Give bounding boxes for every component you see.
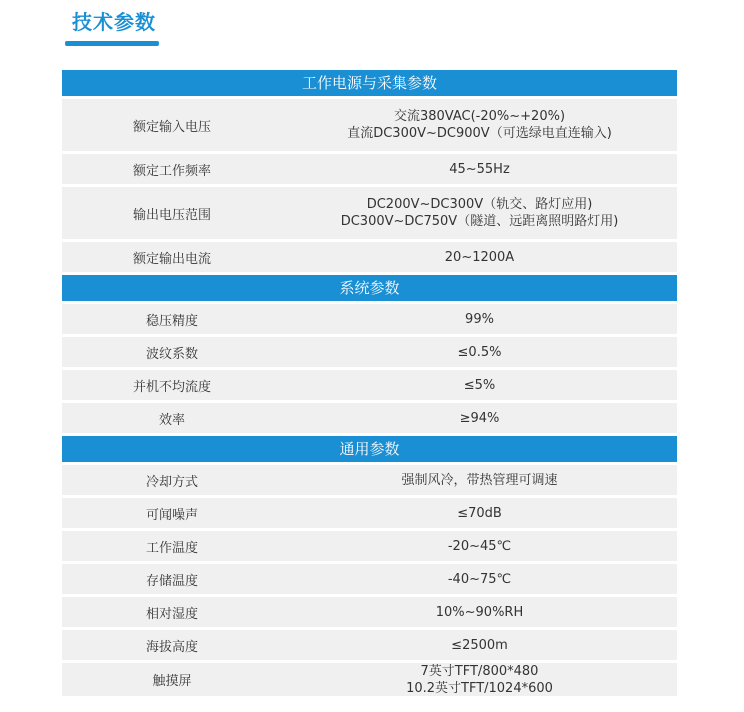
row-value bbox=[282, 663, 677, 696]
row-label: 工作温度 bbox=[145, 540, 198, 556]
row-label: 可闻噪声 bbox=[145, 507, 198, 523]
row-label: 额定输入电压 bbox=[132, 119, 211, 135]
row-value bbox=[282, 370, 677, 400]
value-line: 直流DC300V~DC900V（可选绿电直连输入) bbox=[347, 126, 612, 141]
row-label: 冷却方式 bbox=[145, 474, 198, 490]
row-label: 波纹系数 bbox=[145, 346, 198, 362]
row-label: 海拔高度 bbox=[145, 639, 198, 655]
value-line: 45~55Hz bbox=[449, 161, 510, 177]
row-label: 相对湿度 bbox=[145, 606, 198, 622]
row-value bbox=[282, 403, 677, 433]
row-value bbox=[282, 242, 677, 272]
table-row bbox=[62, 304, 677, 334]
value-line: ≤70dB bbox=[457, 505, 502, 521]
table-row bbox=[62, 531, 677, 561]
row-label: 效率 bbox=[158, 412, 185, 428]
row-label: 存储温度 bbox=[145, 573, 198, 589]
value-line: ≤5% bbox=[463, 377, 496, 393]
value-line: DC300V~DC750V（隧道、远距离照明路灯用) bbox=[340, 214, 619, 229]
table-row bbox=[62, 370, 677, 400]
row-value bbox=[282, 498, 677, 528]
table-row bbox=[62, 403, 677, 433]
title-underline bbox=[65, 41, 159, 46]
value-line: DC200V~DC300V（轨交、路灯应用) bbox=[366, 197, 593, 212]
spec-table bbox=[62, 70, 677, 699]
row-value bbox=[282, 337, 677, 367]
value-line: ≤2500m bbox=[451, 637, 508, 653]
row-value bbox=[282, 465, 677, 495]
table-row bbox=[62, 154, 677, 184]
value-line: ≤0.5% bbox=[457, 344, 502, 360]
row-value bbox=[282, 99, 677, 151]
value-line: 10%~90%RH bbox=[435, 604, 524, 620]
page-title: 技术参数 bbox=[72, 10, 156, 34]
value-line: 7英寸TFT/800*480 bbox=[420, 663, 539, 679]
table-row bbox=[62, 187, 677, 239]
row-label: 触摸屏 bbox=[152, 674, 192, 689]
table-row bbox=[62, 498, 677, 528]
row-value bbox=[282, 531, 677, 561]
value-line: 99% bbox=[465, 311, 494, 327]
table-row bbox=[62, 99, 677, 151]
section-header-general: 通用参数 bbox=[62, 436, 677, 462]
row-label: 额定输出电流 bbox=[132, 251, 211, 267]
table-row bbox=[62, 564, 677, 594]
row-value bbox=[282, 564, 677, 594]
row-value bbox=[282, 187, 677, 239]
value-line: -20~45℃ bbox=[447, 538, 512, 554]
row-value bbox=[282, 304, 677, 334]
value-line: 交流380VAC(-20%~+20%) bbox=[393, 109, 566, 124]
row-label: 并机不均流度 bbox=[132, 379, 211, 395]
value-line: 20~1200A bbox=[444, 249, 515, 265]
value-line: -40~75℃ bbox=[447, 571, 512, 587]
value-line: ≥94% bbox=[459, 410, 500, 426]
row-value bbox=[282, 597, 677, 627]
table-row bbox=[62, 337, 677, 367]
table-row bbox=[62, 597, 677, 627]
row-label: 稳压精度 bbox=[145, 313, 198, 329]
value-line: 10.2英寸TFT/1024*600 bbox=[406, 680, 553, 696]
row-label: 额定工作频率 bbox=[132, 163, 211, 179]
section-header-system: 系统参数 bbox=[62, 275, 677, 301]
value-line: 强制风冷，带热管理可调速 bbox=[401, 472, 558, 488]
row-value bbox=[282, 630, 677, 660]
table-row bbox=[62, 242, 677, 272]
section-header-power: 工作电源与采集参数 bbox=[62, 70, 677, 96]
row-value bbox=[282, 154, 677, 184]
table-row bbox=[62, 465, 677, 495]
row-label: 输出电压范围 bbox=[132, 207, 211, 223]
table-row bbox=[62, 630, 677, 660]
table-row bbox=[62, 663, 677, 696]
